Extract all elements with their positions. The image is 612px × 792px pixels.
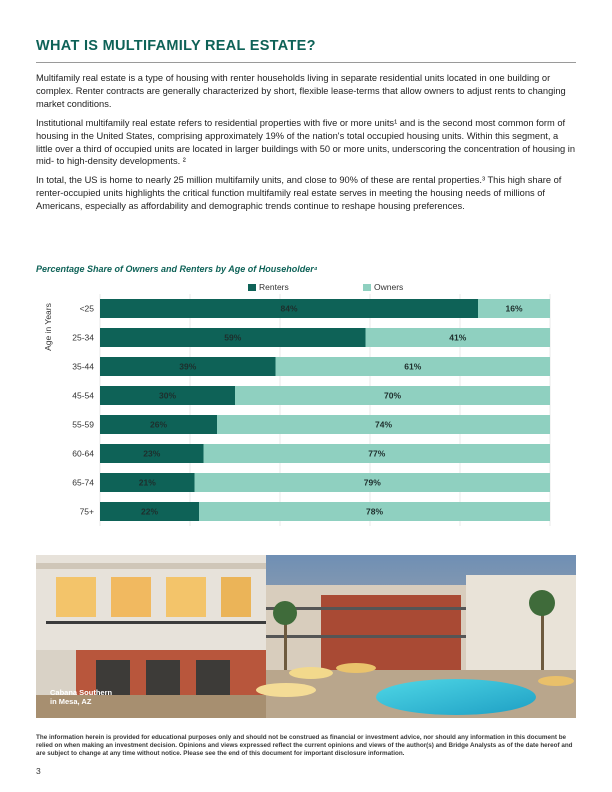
y-axis-title-text: Age in Years: [43, 303, 53, 351]
paragraph-3: In total, the US is home to nearly 25 million multifamily units, and close to 90% of these are rental properties.³ This high share of renter-occupied units highlights the critical function multifamily real estate serves in meeting the housing needs of millions of Americans, especially as affordability and demographic trends continue to reshape housing preferences.: [36, 175, 562, 212]
legend-renters-swatch: [248, 284, 256, 291]
chart-title: Percentage Share of Owners and Renters by Age of Householder⁴: [36, 264, 318, 274]
category-label: 35-44: [72, 361, 94, 372]
photo-illustration: [36, 555, 576, 718]
title-divider: [36, 62, 576, 63]
data-label-owners: 41%: [449, 332, 467, 343]
data-label-renters: 39%: [179, 361, 197, 372]
category-label: 25-34: [72, 332, 94, 343]
chart-legend: [36, 282, 576, 294]
data-label-renters: 23%: [143, 448, 161, 459]
paragraph-1: Multifamily real estate is a type of housing with renter households living in separate residential units located in one building or complex. Renter contracts are generally characterized by short, flexible lease-terms that allow owners to adjust rents to changing market conditions.: [36, 73, 566, 109]
disclaimer: The information herein is provided for educational purposes only and should not be construed as financial or investment advice, nor should any information in this document be relied on when making an investment decision. Opinions and views expressed reflect the current opinions and views of the author(s) and Bridge Analysts as of the date hereof and are subject to change at any time without notice. Please see the end of this document for important disclosure information.: [36, 734, 573, 757]
legend-owners-swatch: [363, 284, 371, 291]
data-label-owners: 77%: [368, 448, 386, 459]
stacked-bar-chart: [36, 294, 576, 526]
legend-owners: [363, 282, 403, 292]
data-label-owners: 79%: [363, 477, 381, 488]
legend-renters-label: Renters: [259, 282, 289, 292]
legend-renters: [248, 282, 289, 292]
data-label-renters: 59%: [224, 332, 242, 343]
page-number: 3: [36, 766, 41, 776]
category-label: <25: [79, 303, 94, 314]
category-label: 75+: [79, 506, 94, 517]
category-label: 55-59: [72, 419, 94, 430]
data-label-owners: 16%: [505, 303, 523, 314]
photo-caption: [50, 688, 112, 706]
data-label-renters: 21%: [138, 477, 156, 488]
paragraph-2: Institutional multifamily real estate refers to residential properties with five or more units¹ and is the second most common form of housing in the United States, comprising approximately 19% of the nation's total occupied housing units. Within this segment, a little over a third of occupied units are located in larger buildings with 50 or more units, underscoring the concentration of housing in mid- to high-density developments. ²: [36, 117, 576, 167]
category-label: 45-54: [72, 390, 94, 401]
data-label-owners: 74%: [374, 419, 393, 430]
data-label-renters: 30%: [158, 390, 177, 401]
data-label-owners: 61%: [404, 361, 422, 372]
page-title: WHAT IS MULTIFAMILY REAL ESTATE?: [36, 38, 316, 54]
category-label: 60-64: [72, 448, 94, 459]
apartment-photo: [36, 555, 576, 718]
photo-caption-line2: in Mesa, AZ: [50, 697, 92, 706]
body-text: [36, 72, 576, 219]
data-label-owners: 78%: [365, 506, 384, 517]
data-label-renters: 26%: [149, 419, 168, 430]
data-label-renters: 22%: [140, 506, 159, 517]
data-label-owners: 70%: [383, 390, 402, 401]
legend-owners-label: Owners: [374, 282, 404, 292]
photo-caption-line1: Cabana Southern: [50, 688, 113, 697]
category-label: 65-74: [72, 477, 94, 488]
data-label-renters: 84%: [280, 303, 298, 314]
